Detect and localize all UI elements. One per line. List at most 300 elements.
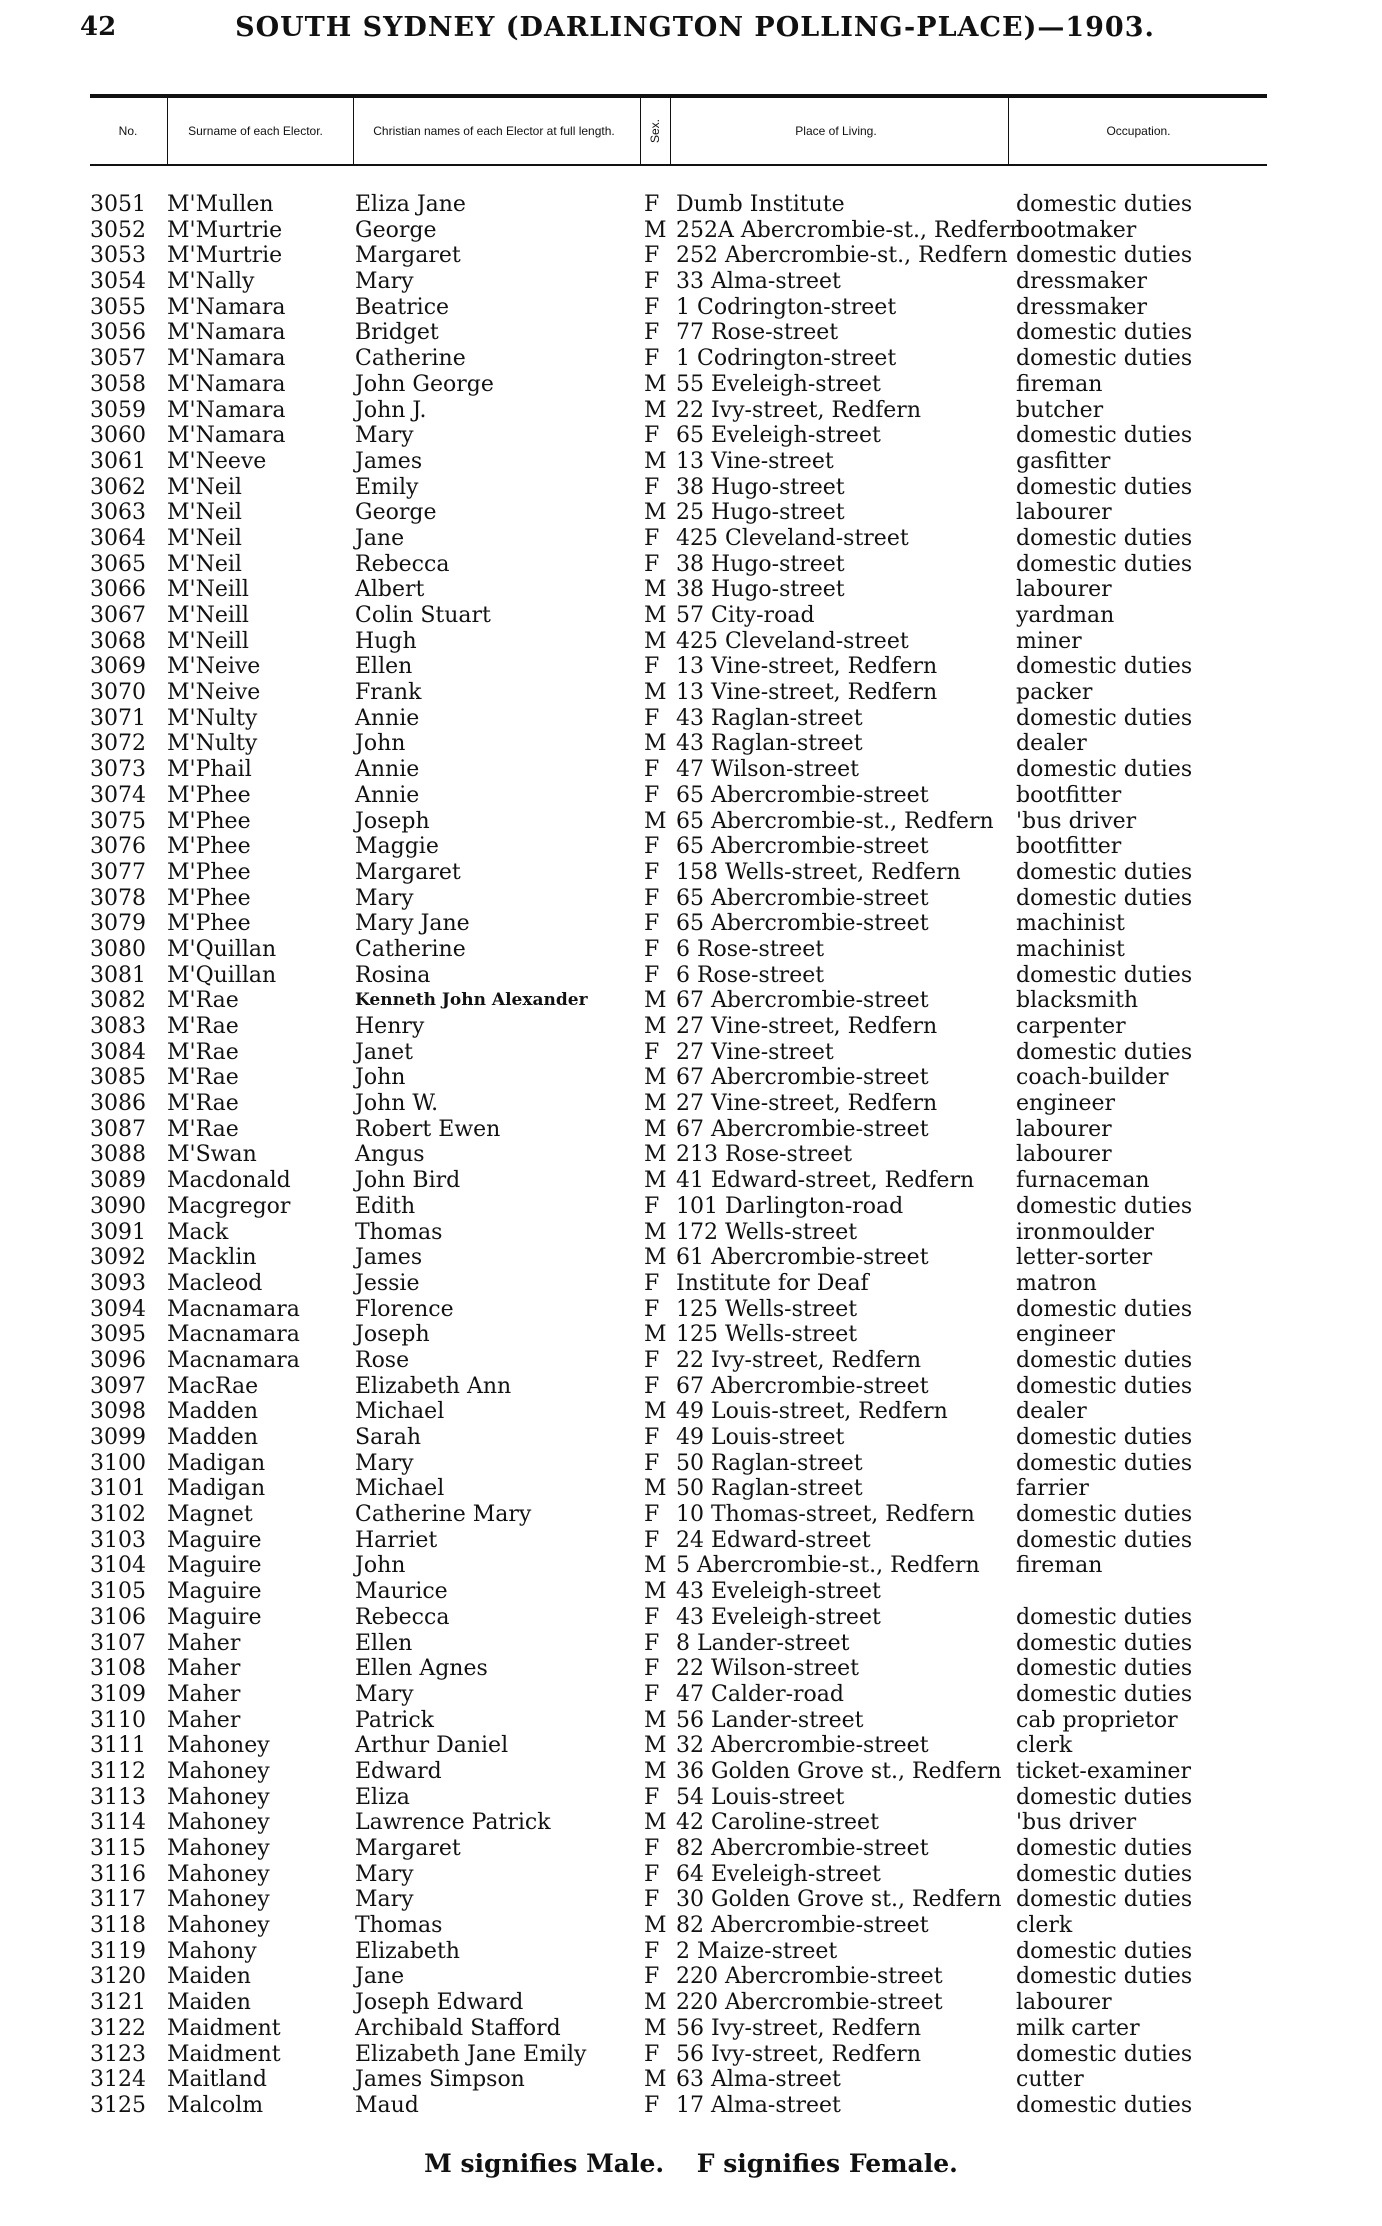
elector-occupation: bootfitter (1016, 782, 1122, 808)
elector-surname: Magnet (167, 1502, 253, 1528)
elector-surname: Maidment (167, 2015, 281, 2041)
elector-number: 3092 (90, 1245, 146, 1271)
elector-sex: M (644, 1142, 667, 1168)
elector-number: 3100 (90, 1450, 146, 1476)
elector-occupation: domestic duties (1016, 1938, 1193, 1964)
elector-surname: M'Neill (167, 577, 249, 603)
elector-place-of-living: 50 Raglan-street (676, 1476, 863, 1502)
elector-number: 3125 (90, 2092, 146, 2118)
elector-occupation: dressmaker (1016, 269, 1148, 295)
elector-sex: F (644, 1964, 660, 1990)
elector-place-of-living: 425 Cleveland-street (676, 525, 909, 551)
elector-christian-names: Hugh (355, 628, 417, 654)
elector-occupation: domestic duties (1016, 474, 1193, 500)
elector-surname: M'Phee (167, 782, 251, 808)
elector-christian-names: Colin Stuart (355, 603, 491, 628)
elector-surname: Maher (167, 1656, 241, 1682)
elector-number: 3119 (90, 1938, 146, 1964)
elector-christian-names: James Simpson (355, 2067, 525, 2093)
elector-occupation: dealer (1016, 731, 1087, 757)
elector-sex: M (644, 1065, 667, 1091)
elector-number: 3086 (90, 1091, 146, 1117)
elector-christian-names: Archibald Stafford (355, 2015, 561, 2041)
elector-place-of-living: 56 Ivy-street, Redfern (676, 2015, 921, 2041)
elector-occupation: domestic duties (1016, 192, 1193, 217)
table-row (90, 1939, 1330, 1965)
table-row (90, 1271, 1330, 1297)
elector-surname: Macnamara (167, 1322, 300, 1348)
elector-occupation: domestic duties (1016, 1373, 1193, 1399)
elector-place-of-living: 252 Abercrombie-st., Redfern (676, 243, 1008, 269)
elector-sex: F (644, 834, 660, 860)
elector-place-of-living: 65 Eveleigh-street (676, 423, 881, 449)
table-row (90, 1682, 1330, 1708)
elector-place-of-living: 57 City-road (676, 603, 815, 628)
elector-occupation: furnaceman (1016, 1168, 1150, 1194)
elector-occupation: dressmaker (1016, 294, 1148, 320)
table-row (90, 809, 1330, 835)
table-row (90, 1733, 1330, 1759)
elector-occupation: domestic duties (1016, 2041, 1193, 2067)
elector-surname: Maguire (167, 1579, 262, 1605)
elector-surname: M'Neil (167, 500, 242, 526)
elector-occupation: bootmaker (1016, 217, 1137, 243)
table-row (90, 2067, 1330, 2093)
elector-number: 3123 (90, 2041, 146, 2067)
column-header-place-of-living: Place of Living. (670, 98, 1001, 164)
elector-place-of-living: 5 Abercrombie-st., Redfern (676, 1553, 980, 1579)
table-row (90, 937, 1330, 963)
elector-sex: M (644, 577, 667, 603)
elector-surname: M'Phee (167, 808, 251, 834)
elector-christian-names: Beatrice (355, 294, 450, 320)
elector-sex: F (644, 782, 660, 808)
elector-place-of-living: 36 Golden Grove st., Redfern (676, 1758, 1002, 1784)
elector-sex: F (644, 1656, 660, 1682)
elector-christian-names: Rebecca (355, 551, 450, 577)
table-row (90, 269, 1330, 295)
elector-sex: M (644, 1810, 667, 1836)
elector-occupation: domestic duties (1016, 423, 1193, 449)
elector-place-of-living: 22 Wilson-street (676, 1656, 859, 1682)
elector-place-of-living: 42 Caroline-street (676, 1810, 879, 1836)
elector-place-of-living: 65 Abercrombie-street (676, 834, 929, 860)
elector-christian-names: Annie (355, 757, 420, 783)
elector-number: 3094 (90, 1296, 146, 1322)
elector-sex: F (644, 423, 660, 449)
table-row (90, 346, 1330, 372)
elector-christian-names: Patrick (355, 1707, 434, 1733)
elector-place-of-living: 33 Alma-street (676, 269, 841, 295)
elector-christian-names: John Bird (355, 1168, 461, 1194)
elector-occupation: domestic duties (1016, 2092, 1193, 2118)
elector-place-of-living: 27 Vine-street (676, 1039, 834, 1065)
elector-place-of-living: 47 Wilson-street (676, 757, 859, 783)
table-row (90, 295, 1330, 321)
elector-surname: Mahoney (167, 1784, 270, 1810)
elector-place-of-living: 56 Lander-street (676, 1707, 864, 1733)
elector-number: 3109 (90, 1681, 146, 1707)
elector-number: 3112 (90, 1758, 146, 1784)
elector-sex: M (644, 2015, 667, 2041)
female-legend: F signifies Female. (696, 2149, 958, 2178)
elector-occupation: clerk (1016, 1733, 1073, 1759)
elector-christian-names: Kenneth John Alexander (355, 990, 588, 1011)
table-row (90, 629, 1330, 655)
elector-sex: F (644, 885, 660, 911)
elector-place-of-living: 38 Hugo-street (676, 577, 845, 603)
elector-surname: M'Phee (167, 911, 251, 937)
elector-occupation: domestic duties (1016, 654, 1193, 680)
elector-surname: Mahoney (167, 1913, 270, 1939)
column-header-occupation: Occupation. (1008, 98, 1268, 164)
elector-occupation: domestic duties (1016, 1836, 1193, 1861)
elector-number: 3111 (90, 1733, 146, 1759)
elector-surname: Macklin (167, 1245, 257, 1271)
table-row (90, 1374, 1330, 1400)
elector-sex: M (644, 808, 667, 834)
elector-surname: M'Nulty (167, 731, 258, 757)
table-row (90, 1476, 1330, 1502)
table-row (90, 1579, 1330, 1605)
elector-occupation: butcher (1016, 397, 1104, 423)
elector-place-of-living: 2 Maize-street (676, 1938, 838, 1964)
table-row (90, 1862, 1330, 1888)
elector-number: 3114 (90, 1810, 146, 1836)
elector-sex: F (644, 911, 660, 937)
elector-number: 3087 (90, 1116, 146, 1142)
elector-occupation: matron (1016, 1270, 1097, 1296)
elector-number: 3117 (90, 1887, 146, 1913)
elector-occupation: domestic duties (1016, 1784, 1193, 1810)
elector-surname: M'Rae (167, 1091, 239, 1117)
elector-christian-names: Arthur Daniel (355, 1733, 509, 1759)
elector-christian-names: Margaret (355, 1836, 461, 1861)
table-row (90, 1502, 1330, 1528)
elector-number: 3070 (90, 680, 146, 706)
elector-sex: F (644, 757, 660, 783)
elector-sex: F (644, 525, 660, 551)
elector-number: 3085 (90, 1065, 146, 1091)
elector-number: 3063 (90, 500, 146, 526)
elector-surname: M'Neeve (167, 448, 267, 474)
table-row (90, 398, 1330, 424)
elector-number: 3059 (90, 397, 146, 423)
elector-number: 3061 (90, 448, 146, 474)
table-row (90, 783, 1330, 809)
elector-sex: F (644, 1193, 660, 1219)
elector-christian-names: Sarah (355, 1425, 421, 1450)
elector-sex: M (644, 988, 667, 1014)
elector-number: 3124 (90, 2067, 146, 2093)
table-row (90, 423, 1330, 449)
elector-christian-names: Catherine (355, 936, 466, 962)
elector-number: 3084 (90, 1039, 146, 1065)
elector-sex: M (644, 1014, 667, 1039)
elector-christian-names: Michael (355, 1399, 445, 1425)
table-row (90, 577, 1330, 603)
elector-sex: M (644, 1322, 667, 1348)
table-row (90, 218, 1330, 244)
elector-occupation: farrier (1016, 1476, 1089, 1502)
elector-surname: Maidment (167, 2041, 281, 2067)
elector-number: 3064 (90, 525, 146, 551)
elector-christian-names: Mary (355, 423, 414, 449)
elector-christian-names: Maggie (355, 834, 439, 860)
elector-number: 3105 (90, 1579, 146, 1605)
elector-surname: Maiden (167, 1990, 251, 2016)
elector-number: 3058 (90, 371, 146, 397)
elector-occupation: machinist (1016, 936, 1125, 962)
elector-christian-names: Margaret (355, 243, 461, 269)
elector-number: 3073 (90, 757, 146, 783)
elector-surname: M'Rae (167, 1116, 239, 1142)
elector-place-of-living: 64 Eveleigh-street (676, 1861, 881, 1887)
elector-number: 3082 (90, 988, 146, 1014)
elector-sex: M (644, 371, 667, 397)
elector-place-of-living: 82 Abercrombie-street (676, 1836, 929, 1861)
table-row (90, 320, 1330, 346)
elector-surname: Mack (167, 1219, 229, 1245)
elector-number: 3104 (90, 1553, 146, 1579)
elector-surname: M'Phail (167, 757, 252, 783)
elector-sex: F (644, 269, 660, 295)
elector-number: 3106 (90, 1604, 146, 1630)
table-row (90, 1605, 1330, 1631)
elector-christian-names: Jessie (355, 1270, 420, 1296)
elector-number: 3060 (90, 423, 146, 449)
elector-occupation: engineer (1016, 1091, 1116, 1117)
elector-surname: M'Nulty (167, 705, 258, 731)
elector-occupation: domestic duties (1016, 1964, 1193, 1990)
elector-sex: F (644, 1938, 660, 1964)
elector-number: 3055 (90, 294, 146, 320)
elector-occupation: packer (1016, 680, 1093, 706)
elector-surname: Maguire (167, 1604, 262, 1630)
table-row (90, 1425, 1330, 1451)
elector-surname: M'Murtrie (167, 243, 283, 269)
elector-christian-names: Margaret (355, 859, 461, 885)
elector-sex: M (644, 500, 667, 526)
elector-sex: F (644, 859, 660, 885)
elector-place-of-living: 41 Edward-street, Redfern (676, 1168, 975, 1194)
table-row (90, 1297, 1330, 1323)
elector-number: 3097 (90, 1373, 146, 1399)
elector-place-of-living: 50 Raglan-street (676, 1450, 863, 1476)
elector-number: 3107 (90, 1630, 146, 1656)
elector-place-of-living: 65 Abercrombie-street (676, 782, 929, 808)
elector-number: 3076 (90, 834, 146, 860)
table-row (90, 1785, 1330, 1811)
table-row (90, 1142, 1330, 1168)
elector-place-of-living: 213 Rose-street (676, 1142, 853, 1168)
elector-place-of-living: 220 Abercrombie-street (676, 1990, 943, 2016)
elector-surname: Mahoney (167, 1861, 270, 1887)
table-row (90, 1014, 1330, 1040)
table-row (90, 1631, 1330, 1657)
table-row (90, 706, 1330, 732)
elector-occupation: domestic duties (1016, 1861, 1193, 1887)
elector-christian-names: Mary Jane (355, 911, 470, 937)
elector-sex: M (644, 603, 667, 628)
elector-occupation: blacksmith (1016, 988, 1139, 1014)
table-row (90, 526, 1330, 552)
table-row (90, 1322, 1330, 1348)
elector-surname: Maiden (167, 1964, 251, 1990)
elector-christian-names: Bridget (355, 320, 439, 346)
table-row (90, 243, 1330, 269)
elector-occupation: domestic duties (1016, 551, 1193, 577)
elector-occupation: fireman (1016, 1553, 1103, 1579)
elector-christian-names: Elizabeth Ann (355, 1373, 512, 1399)
elector-occupation: domestic duties (1016, 1656, 1193, 1682)
table-row (90, 192, 1330, 218)
elector-occupation: domestic duties (1016, 1681, 1193, 1707)
elector-christian-names: Mary (355, 1861, 414, 1887)
elector-place-of-living: 61 Abercrombie-street (676, 1245, 929, 1271)
elector-number: 3062 (90, 474, 146, 500)
elector-surname: M'Rae (167, 1014, 239, 1039)
table-row (90, 886, 1330, 912)
table-row (90, 1348, 1330, 1374)
elector-christian-names: Catherine Mary (355, 1502, 532, 1528)
elector-place-of-living: Dumb Institute (676, 192, 845, 217)
table-row (90, 603, 1330, 629)
elector-place-of-living: 220 Abercrombie-street (676, 1964, 943, 1990)
elector-place-of-living: 38 Hugo-street (676, 474, 845, 500)
elector-surname: M'Namara (167, 294, 286, 320)
elector-occupation: domestic duties (1016, 1347, 1193, 1373)
elector-christian-names: Thomas (355, 1913, 443, 1939)
elector-number: 3121 (90, 1990, 146, 2016)
elector-christian-names: Rosina (355, 962, 431, 988)
elector-occupation: fireman (1016, 371, 1103, 397)
elector-occupation: domestic duties (1016, 1502, 1193, 1528)
elector-place-of-living: 22 Ivy-street, Redfern (676, 397, 921, 423)
elector-place-of-living: 125 Wells-street (676, 1296, 858, 1322)
elector-occupation: domestic duties (1016, 525, 1193, 551)
elector-number: 3065 (90, 551, 146, 577)
table-row (90, 1091, 1330, 1117)
elector-occupation: domestic duties (1016, 859, 1193, 885)
elector-sex: F (644, 474, 660, 500)
table-row (90, 2016, 1330, 2042)
elector-number: 3057 (90, 346, 146, 372)
elector-place-of-living: 13 Vine-street, Redfern (676, 654, 938, 680)
elector-surname: Maher (167, 1707, 241, 1733)
elector-sex: F (644, 2041, 660, 2067)
table-row (90, 2093, 1330, 2119)
table-header (90, 94, 1267, 166)
elector-christian-names: Ellen Agnes (355, 1656, 488, 1682)
elector-christian-names: Albert (355, 577, 425, 603)
table-row (90, 988, 1330, 1014)
elector-occupation: carpenter (1016, 1014, 1126, 1039)
elector-surname: Madigan (167, 1450, 266, 1476)
elector-occupation: labourer (1016, 500, 1112, 526)
elector-place-of-living: 101 Darlington-road (676, 1193, 904, 1219)
elector-place-of-living: 10 Thomas-street, Redfern (676, 1502, 975, 1528)
elector-place-of-living: 67 Abercrombie-street (676, 1065, 929, 1091)
elector-place-of-living: 82 Abercrombie-street (676, 1913, 929, 1939)
elector-sex: F (644, 243, 660, 269)
elector-christian-names: James (355, 448, 423, 474)
elector-sex: M (644, 2067, 667, 2093)
elector-occupation: clerk (1016, 1913, 1073, 1939)
table-row (90, 1656, 1330, 1682)
elector-christian-names: Rebecca (355, 1604, 450, 1630)
elector-surname: Mahoney (167, 1758, 270, 1784)
sex-legend (0, 2149, 1382, 2178)
elector-surname: Mahony (167, 1938, 257, 1964)
elector-sex: M (644, 217, 667, 243)
elector-place-of-living: 49 Louis-street (676, 1425, 845, 1450)
elector-sex: F (644, 1630, 660, 1656)
elector-christian-names: Lawrence Patrick (355, 1810, 551, 1836)
elector-christian-names: Frank (355, 680, 422, 706)
elector-occupation: domestic duties (1016, 885, 1193, 911)
elector-place-of-living: 65 Abercrombie-st., Redfern (676, 808, 994, 834)
elector-number: 3120 (90, 1964, 146, 1990)
elector-sex: M (644, 1733, 667, 1759)
elector-place-of-living: 158 Wells-street, Redfern (676, 859, 961, 885)
elector-surname: M'Phee (167, 885, 251, 911)
elector-number: 3053 (90, 243, 146, 269)
elector-occupation: domestic duties (1016, 346, 1193, 372)
elector-occupation: 'bus driver (1016, 808, 1137, 834)
elector-christian-names: Mary (355, 269, 414, 295)
elector-occupation: domestic duties (1016, 1887, 1193, 1913)
elector-surname: Mahoney (167, 1810, 270, 1836)
table-row (90, 449, 1330, 475)
elector-sex: F (644, 1861, 660, 1887)
elector-occupation: domestic duties (1016, 757, 1193, 783)
elector-christian-names: Maurice (355, 1579, 448, 1605)
elector-place-of-living: 43 Raglan-street (676, 705, 863, 731)
elector-sex: F (644, 1373, 660, 1399)
table-row (90, 1194, 1330, 1220)
elector-christian-names: John W. (355, 1091, 439, 1117)
elector-occupation: labourer (1016, 1990, 1112, 2016)
elector-sex: M (644, 448, 667, 474)
elector-sex: F (644, 1425, 660, 1450)
elector-surname: M'Quillan (167, 962, 277, 988)
elector-surname: M'Murtrie (167, 217, 283, 243)
elector-christian-names: John J. (355, 397, 427, 423)
elector-surname: Mahoney (167, 1887, 270, 1913)
elector-sex: F (644, 1784, 660, 1810)
elector-christian-names: Thomas (355, 1219, 443, 1245)
elector-occupation: labourer (1016, 577, 1112, 603)
elector-place-of-living: 43 Raglan-street (676, 731, 863, 757)
elector-number: 3110 (90, 1707, 146, 1733)
table-row (90, 963, 1330, 989)
elector-christian-names: Mary (355, 1450, 414, 1476)
table-row (90, 680, 1330, 706)
elector-number: 3096 (90, 1347, 146, 1373)
elector-occupation: gasfitter (1016, 448, 1111, 474)
elector-christian-names: John (355, 731, 406, 757)
column-header-sex-label: Sex. (647, 118, 662, 143)
elector-surname: Macnamara (167, 1347, 300, 1373)
table-row (90, 860, 1330, 886)
elector-occupation: yardman (1016, 603, 1115, 628)
elector-occupation: domestic duties (1016, 1527, 1193, 1553)
elector-christian-names: Harriet (355, 1527, 438, 1553)
elector-place-of-living: 47 Calder-road (676, 1681, 844, 1707)
elector-number: 3068 (90, 628, 146, 654)
elector-number: 3118 (90, 1913, 146, 1939)
